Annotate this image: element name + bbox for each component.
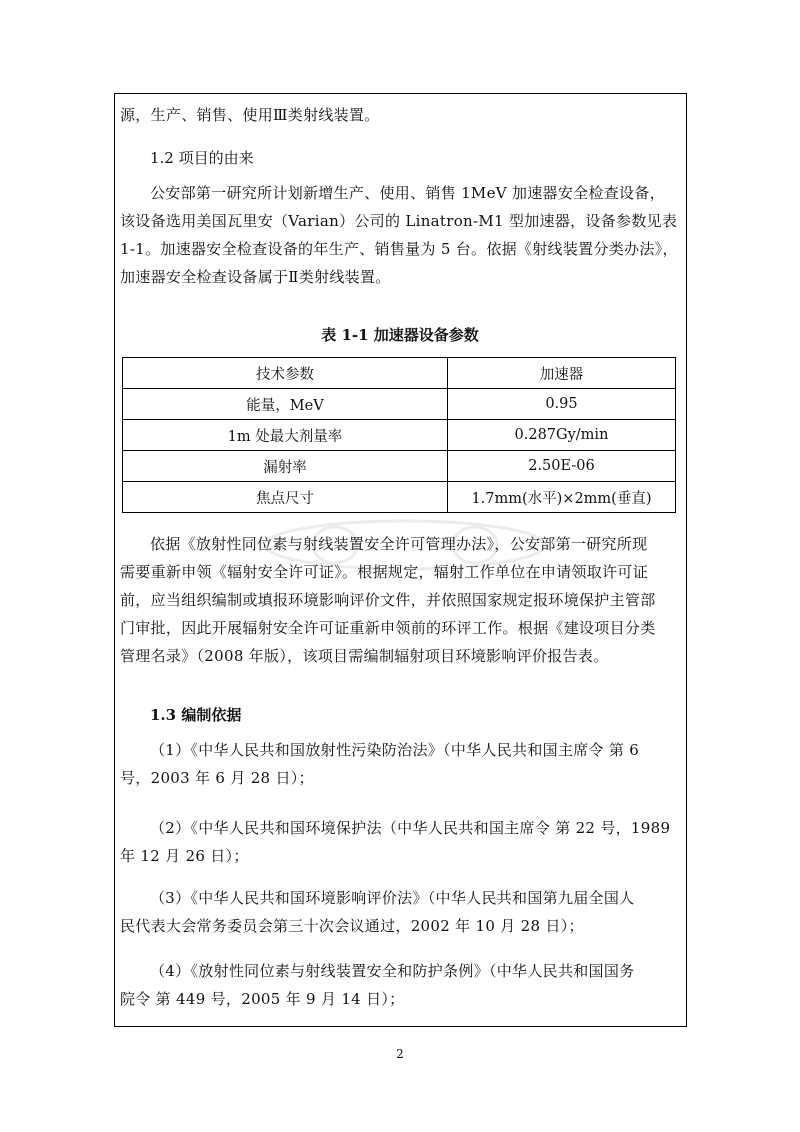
license-paragraph	[120, 530, 680, 670]
text-line: （3）《中华人民共和国环境影响评价法》（中华人民共和国第九届全国人	[150, 889, 635, 907]
text-line: 需要重新申领《辐射安全许可证》。根据规定，辐射工作单位在申请领取许可证	[120, 563, 649, 581]
table-row	[123, 482, 676, 513]
reference-item-1	[120, 736, 680, 792]
accelerator-parameter-table	[122, 357, 676, 513]
table-cell: 0.287Gy/min	[447, 420, 675, 451]
text-line: 加速器安全检查设备属于Ⅱ类射线装置。	[120, 268, 391, 286]
table-cell: 焦点尺寸	[123, 482, 448, 513]
table-cell: 2.50E-06	[447, 451, 675, 482]
text-line: 门审批，因此开展辐射安全许可证重新申领前的环评工作。根据《建设项目分类	[120, 619, 656, 637]
text-line: 该设备选用美国瓦里安（Varian）公司的 Linatron-M1 型加速器，设备参数见表	[120, 212, 678, 230]
text-line: 公安部第一研究所计划新增生产、使用、销售 1MeV 加速器安全检查设备，	[150, 184, 665, 202]
table-row	[123, 420, 676, 451]
text-line: 民代表大会常务委员会第三十次会议通过，2002 年 10 月 28 日）；	[120, 917, 584, 935]
text-line: （4）《放射性同位素与射线装置安全和防护条例》（中华人民共和国国务	[150, 962, 635, 980]
reference-item-4	[120, 957, 680, 1013]
table-cell: 漏射率	[123, 451, 448, 482]
table-row	[123, 451, 676, 482]
text-line: （2）《中华人民共和国环境保护法（中华人民共和国主席令 第 22 号，1989	[150, 819, 671, 837]
table-header-row	[123, 358, 676, 389]
text-line: 院令 第 449 号，2005 年 9 月 14 日）；	[120, 990, 405, 1008]
reference-item-2	[120, 814, 680, 870]
text-line: 依据《放射性同位素与射线装置安全许可管理办法》，公安部第一研究所现	[150, 535, 648, 553]
top-continuation-text	[120, 101, 680, 129]
page-number: 2	[396, 1047, 404, 1061]
table-row	[123, 389, 676, 420]
table-cell: 能量，MeV	[123, 389, 448, 420]
table-cell: 1.7mm(水平)×2mm(垂直)	[447, 482, 675, 513]
section-1-2-paragraph	[120, 179, 680, 291]
section-heading-1-2: 1.2 项目的由来	[150, 149, 254, 167]
text-line: 前，应当组织编制或填报环境影响评价文件，并依照国家规定报环境保护主管部	[120, 591, 656, 609]
text-line: （1）《中华人民共和国放射性污染防治法》（中华人民共和国主席令 第 6	[150, 741, 640, 759]
table-cell: 1m 处最大剂量率	[123, 420, 448, 451]
text-line: 源，生产、销售、使用Ⅲ类射线装置。	[120, 106, 380, 124]
table-header-cell: 技术参数	[123, 358, 448, 389]
table-header-cell: 加速器	[447, 358, 675, 389]
text-line: 管理名录》（2008 年版），该项目需编制辐射项目环境影响评价报告表。	[120, 647, 609, 665]
table-title: 表 1-1 加速器设备参数	[321, 326, 479, 344]
text-line: 1-1。加速器安全检查设备的年生产、销售量为 5 台。依据《射线装置分类办法》，	[120, 240, 678, 258]
reference-item-3	[120, 884, 680, 940]
text-line: 号，2003 年 6 月 28 日）；	[120, 769, 314, 787]
text-line: 年 12 月 26 日）；	[120, 847, 249, 865]
section-heading-1-3: 1.3 编制依据	[150, 706, 242, 724]
table-cell: 0.95	[447, 389, 675, 420]
